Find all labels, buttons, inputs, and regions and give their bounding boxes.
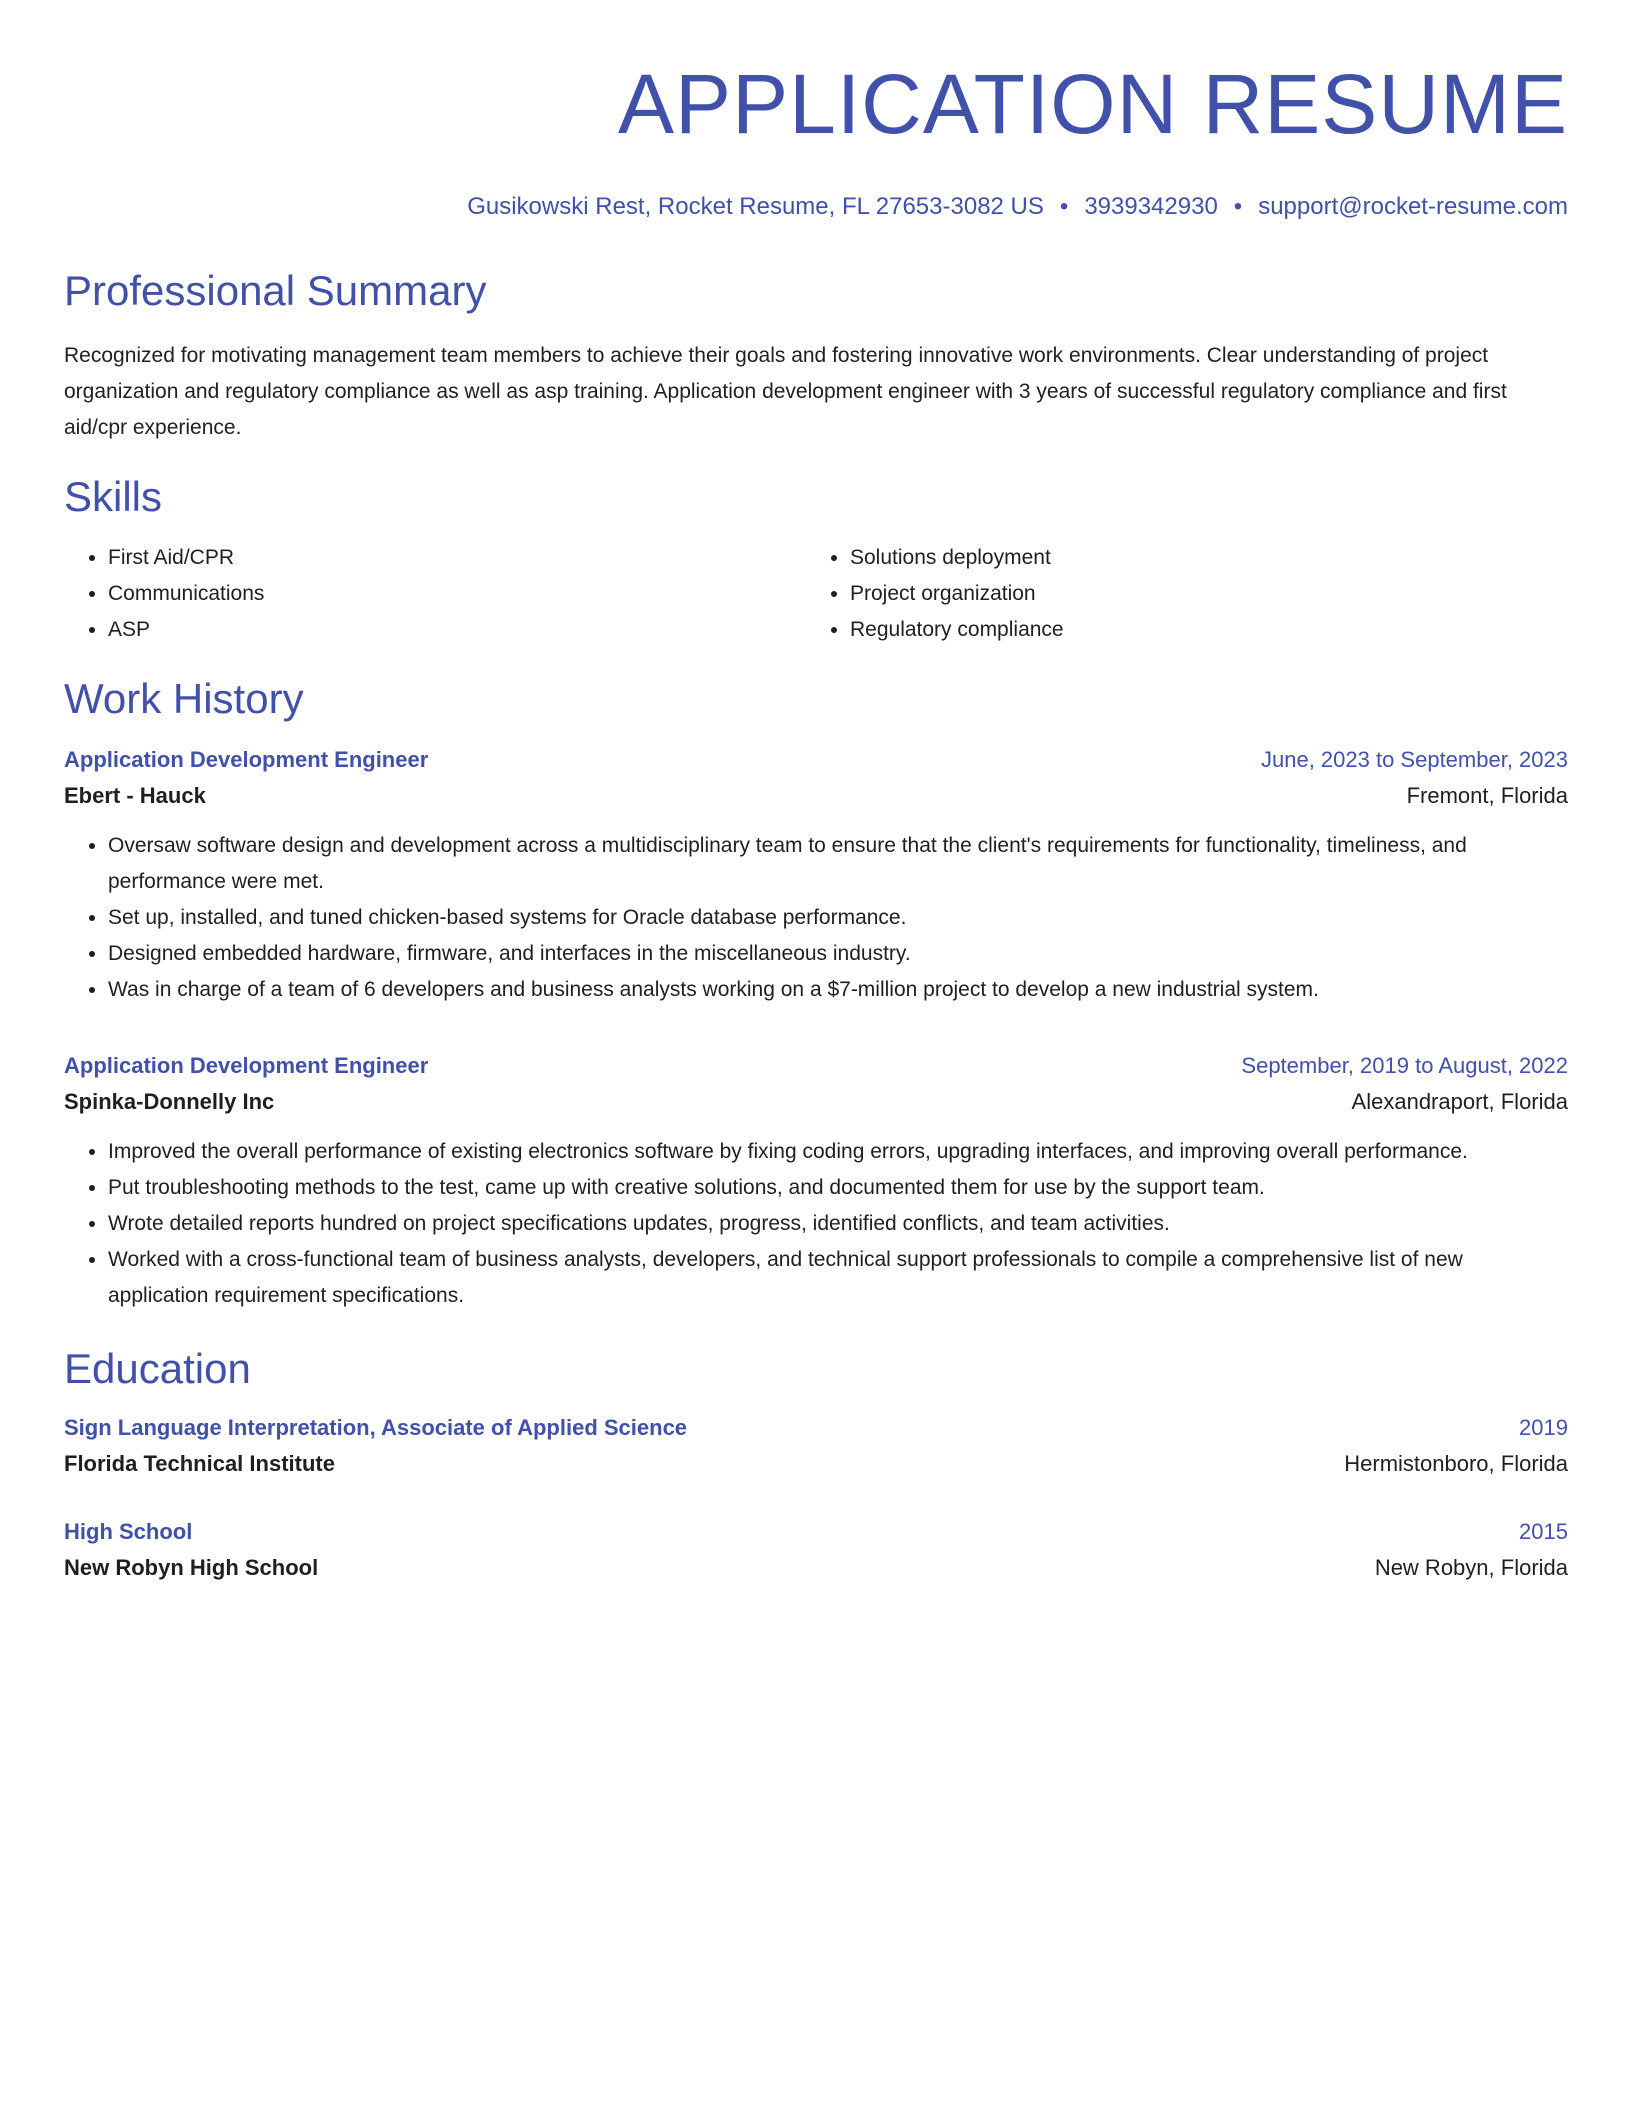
contact-address: Gusikowski Rest, Rocket Resume, FL 27653-3082 US — [467, 193, 1044, 220]
section-heading-skills: Skills — [64, 473, 163, 520]
education-year: 2015 — [1519, 1519, 1568, 1544]
job-entry — [64, 742, 1568, 1008]
skill-item: • First Aid/CPR — [108, 540, 806, 576]
job-header-row — [64, 1048, 1568, 1084]
education-year: 2019 — [1519, 1415, 1568, 1440]
section-heading-work: Work History — [64, 675, 304, 722]
skill-item: • Project organization — [850, 576, 1548, 612]
summary-text: Recognized for motivating management team members to achieve their goals and fostering innovative work environments. Clear understanding of project organization and regulatory compliance as well as asp training. Application development engineer with 3 years of successful regulatory compliance and first aid/cpr experience. — [64, 344, 1507, 439]
education-section — [64, 1344, 1568, 1586]
education-header-row — [64, 1514, 1568, 1550]
education-header-row — [64, 1410, 1568, 1446]
resume-header — [64, 58, 1568, 222]
education-entry — [64, 1410, 1568, 1482]
education-school-row — [64, 1446, 1568, 1482]
summary-section — [64, 266, 1568, 446]
job-header-row — [64, 742, 1568, 778]
job-dates: September, 2019 to August, 2022 — [1241, 1053, 1568, 1078]
job-company-row — [64, 778, 1568, 814]
education-school: New Robyn High School — [64, 1555, 319, 1580]
skill-item: • ASP — [108, 612, 806, 648]
job-dates: June, 2023 to September, 2023 — [1260, 747, 1568, 772]
job-bullet: • Designed embedded hardware, firmware, and interfaces in the miscellaneous industry. — [108, 936, 1568, 972]
job-company: Ebert - Hauck — [64, 783, 206, 808]
job-bullet: • Oversaw software design and development across a multidisciplinary team to ensure that the client's requirements for functionality, timeliness, and performance were met. — [108, 828, 1568, 900]
contact-separator: • — [1233, 193, 1243, 220]
skills-section — [64, 472, 1568, 648]
skills-list-right — [806, 540, 1548, 648]
skill-item: • Regulatory compliance — [850, 612, 1548, 648]
job-bullets — [64, 1134, 1568, 1314]
skills-grid — [64, 540, 1568, 648]
job-bullets — [64, 828, 1568, 1008]
education-school-row — [64, 1550, 1568, 1586]
job-title: Application Development Engineer — [64, 1053, 429, 1078]
contact-line — [64, 192, 1568, 222]
job-entry — [64, 1048, 1568, 1314]
education-location: Hermistonboro, Florida — [1344, 1451, 1568, 1476]
education-location: New Robyn, Florida — [1374, 1555, 1568, 1580]
job-bullet: • Wrote detailed reports hundred on project specifications updates, progress, identified conflicts, and team activities. — [108, 1206, 1568, 1242]
job-location: Alexandraport, Florida — [1351, 1089, 1568, 1114]
job-location: Fremont, Florida — [1406, 783, 1568, 808]
job-company: Spinka-Donnelly Inc — [64, 1089, 275, 1114]
resume-title: APPLICATION RESUME — [618, 57, 1568, 151]
section-heading-education: Education — [64, 1345, 251, 1392]
work-history-section — [64, 674, 1568, 1314]
skill-item: • Solutions deployment — [850, 540, 1548, 576]
skills-list-left — [64, 540, 806, 648]
education-entry — [64, 1514, 1568, 1586]
education-school: Florida Technical Institute — [64, 1451, 335, 1476]
skill-item: • Communications — [108, 576, 806, 612]
job-title: Application Development Engineer — [64, 747, 429, 772]
education-degree: Sign Language Interpretation, Associate of Applied Science — [64, 1415, 688, 1440]
job-bullet: • Improved the overall performance of existing electronics software by fixing coding errors, upgrading interfaces, and improving overall performance. — [108, 1134, 1568, 1170]
job-bullet: • Was in charge of a team of 6 developers and business analysts working on a $7-million project to develop a new industrial system. — [108, 972, 1568, 1008]
job-bullet: • Set up, installed, and tuned chicken-based systems for Oracle database performance. — [108, 900, 1568, 936]
job-bullet: • Put troubleshooting methods to the test, came up with creative solutions, and documented them for use by the support team. — [108, 1170, 1568, 1206]
contact-phone: 3939342930 — [1084, 193, 1218, 220]
job-bullet: • Worked with a cross-functional team of business analysts, developers, and technical support professionals to compile a comprehensive list of new application requirement specifications. — [108, 1242, 1568, 1314]
contact-separator: • — [1059, 193, 1069, 220]
contact-email[interactable]: support@rocket-resume.com — [1258, 193, 1568, 220]
job-company-row — [64, 1084, 1568, 1120]
section-heading-summary: Professional Summary — [64, 267, 487, 314]
education-degree: High School — [64, 1519, 193, 1544]
